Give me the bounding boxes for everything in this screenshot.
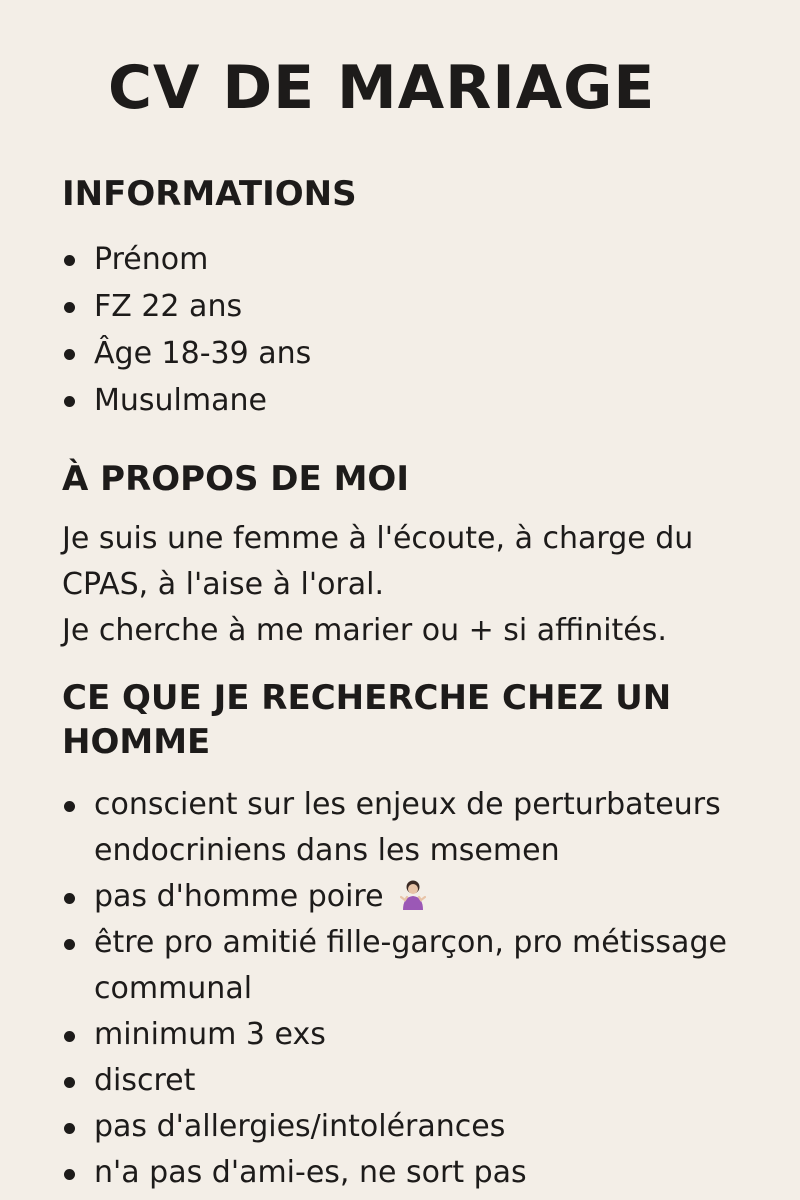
bullet-icon	[64, 396, 75, 407]
list-item: minimum 3 exs	[62, 1012, 727, 1058]
about-line: Je suis une femme à l'écoute, à charge du	[62, 521, 694, 556]
list-item: FZ 22 ans	[62, 283, 311, 330]
list-item: conscient sur les enjeux de perturbateurs endocriniens dans les msemen	[62, 782, 727, 874]
list-item: pas d'homme poire	[62, 874, 727, 920]
bullet-icon	[64, 939, 75, 950]
list-item: être pro amitié fille-garçon, pro métissage communal	[62, 920, 727, 1012]
informations-list	[62, 236, 311, 424]
about-line: Je cherche à me marier ou + si affinités.	[62, 613, 667, 648]
looking-list	[62, 782, 727, 1196]
bullet-icon	[64, 1123, 75, 1134]
list-item: discret	[62, 1058, 727, 1104]
about-paragraph	[62, 516, 762, 654]
about-heading: À PROPOS DE MOI	[62, 459, 409, 499]
list-item: n'a pas d'ami-es, ne sort pas	[62, 1150, 727, 1196]
looking-heading: CE QUE JE RECHERCHE CHEZ UN HOMME	[62, 678, 672, 762]
bullet-icon	[64, 1077, 75, 1088]
list-item: pas d'allergies/intolérances	[62, 1104, 727, 1150]
bullet-icon	[64, 1031, 75, 1042]
woman-shrugging-icon	[400, 880, 426, 910]
list-item: Prénom	[62, 236, 311, 283]
bullet-icon	[64, 1169, 75, 1180]
bullet-icon	[64, 302, 75, 313]
bullet-icon	[64, 349, 75, 360]
bullet-icon	[64, 801, 75, 812]
informations-heading: INFORMATIONS	[62, 174, 357, 214]
list-item: Musulmane	[62, 377, 311, 424]
bullet-icon	[64, 893, 75, 904]
page-title: CV DE MARIAGE	[108, 53, 656, 123]
bullet-icon	[64, 255, 75, 266]
list-item: Âge 18-39 ans	[62, 330, 311, 377]
about-line: CPAS, à l'aise à l'oral.	[62, 567, 385, 602]
